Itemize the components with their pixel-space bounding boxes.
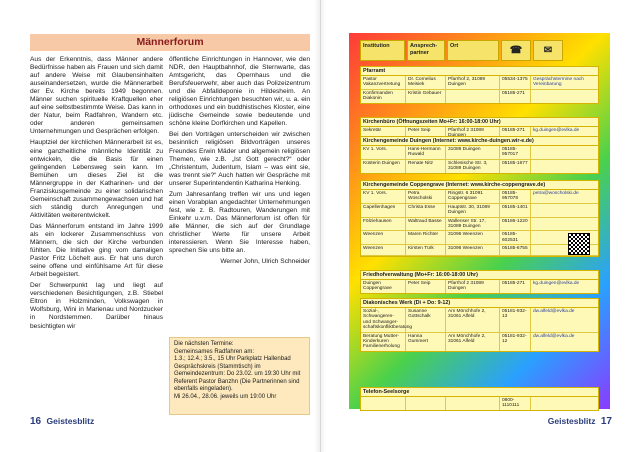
cell-place: 31096 Weenzen: [446, 231, 500, 244]
table-row: [361, 90, 598, 103]
table-row: [361, 146, 598, 160]
directory-section: [360, 387, 599, 411]
cell-email[interactable]: kg.duingen@evlka.de: [533, 128, 580, 133]
cell-institution: Beratung Mutter-Kinderkuren Familienerholung: [361, 333, 406, 351]
cell-institution: Duingen Coppengrave: [361, 280, 406, 293]
table-row: [361, 204, 598, 218]
infobox-text: Die nächsten Termine: Gemeinsames Radfahren am: 1.3.; 12.4.; 3.5., 15 Uhr Parkplatz Hallenbad Gesprächskreis (Stammtisch) im Gemeindezentrum: Do 23.02. um 19:30 Uhr mit Referent Pastor Banzhn (Die Partnerinnen sind ebenfalls eingeladen). Mi 26.04., 28.06. jeweils um 19:00 Uhr: [174, 341, 301, 400]
cell-email[interactable]: dw.alfeld@evlka.de: [533, 333, 575, 339]
cell-contact: Hans-Hermann Ruwald: [406, 146, 446, 159]
dates-infobox: [169, 337, 310, 415]
cell-institution: Weenzen: [361, 231, 406, 244]
cell-place: Am Mönchhofe 2, 31061 Alfeld: [446, 308, 500, 332]
cell-institution: KV 1. Vors.: [361, 190, 406, 203]
article-title: Männerforum: [30, 34, 310, 51]
cell-phone: 05185-957017: [500, 146, 531, 159]
cell-email: [531, 397, 598, 410]
cell-institution: Capellenhagen: [361, 204, 406, 217]
cell-place: Pfarrhof 2, 31089 Duingen: [446, 76, 500, 89]
cell-phone: 05185-1401: [500, 204, 531, 217]
cell-email: [531, 204, 598, 217]
table-row: [361, 76, 598, 90]
directory-section: [360, 66, 599, 104]
cell-place: Hauptstr. 30, 31089 Duingen: [446, 204, 500, 217]
cell-institution: Pastor Vakanzvertretung: [361, 76, 406, 89]
cell-phone: 05181-932-12: [500, 333, 531, 351]
cell-place: Pfarrhof 2 31089: [446, 127, 500, 140]
cell-email[interactable]: petra@woscholski.de: [533, 191, 579, 196]
section-title: Kirchengemeinde Duingen (Internet: www.kirche-duingen.wir-e.de): [361, 137, 598, 146]
cell-contact: Petra Woscholski: [406, 190, 446, 203]
cell-contact: [406, 397, 446, 410]
cell-phone: 05185-271: [500, 127, 531, 140]
table-row: [361, 245, 598, 256]
header-contact-person: Ansprech-partner: [407, 40, 445, 61]
directory-section: [360, 180, 599, 257]
cell-contact: Kristin Gebauer: [406, 90, 446, 103]
paragraph: öffentliche Einrichtungen in Hannover, wie den NDR, den Hauptbahnhof, die Sternwarte, das Amtsgericht, das Opernhaus und die Berufsfeuerwehr, aber auch das Polizeizentrum und die Abfalldeponie in Hildesheim. An religiösen Einrichtungen besuchten wir, u. a. ein orthodoxes und ein buddhistisches Kloster, eine jüdische Gemeinde sowie bedeutende und schöne kleine Dorfkirchen und Kapellen.: [169, 56, 310, 128]
section-title: Kirchenbüro (Öffnungszeiten Mo+Fr: 16:00-18:00 Uhr): [361, 118, 598, 127]
cell-phone: 05186-1220: [500, 218, 531, 231]
table-row: [361, 397, 598, 410]
paragraph: Zum Jahresanfang treffen wir uns und legen einen Vorabplan angedachter Unternehmungen fest, wie z. B. Radtouren, Wanderungen mit Einkehr u.v.m. Das Männerforum ist offen für alle Männer, die sich auf der Grundlage christlicher Werte für unsere Arbeit interessieren. Wenn Sie Interesse haben, sprechen Sie uns bitte an.: [169, 190, 310, 255]
footer-left: [30, 416, 94, 427]
qr-code-icon: [568, 233, 590, 255]
cell-place: Wallenser Str. 17, 31089 Duingen: [446, 218, 500, 231]
cell-institution: Sozial-, Schwangeren- und Schwanger-schaftskonfliktberatung: [363, 309, 413, 331]
cell-contact: Kirsten Türk: [406, 245, 446, 255]
cell-contact: Christa Esse: [406, 204, 446, 217]
cell-institution: Weenzen: [361, 245, 406, 255]
cell-place: [446, 397, 500, 410]
table-row: [361, 190, 598, 204]
cell-email: Gesprächstermine nach Vereinbarung: [533, 77, 584, 88]
directory-section: [360, 298, 599, 352]
cell-contact: Renate Nitz: [406, 160, 446, 173]
cell-phone: 05185-271: [500, 90, 531, 103]
cell-email: [531, 90, 598, 103]
cell-institution: Sekretär: [361, 127, 406, 140]
page-fold: [320, 0, 321, 452]
table-row: [361, 333, 598, 351]
directory-section: [360, 136, 599, 174]
paragraph: Der Schwerpunkt lag und liegt auf verschiedenen Besichtigungen, z.B. Stiebel Eltron in Holzminden, Volkswagen in Wolfsburg, Wini in Marienau und Nordzucker in Nordstemmen. Darüber hinaus besichtigten wir: [30, 282, 163, 330]
table-row: [361, 308, 598, 333]
cell-place: Schlesische Str. 3, 31089 Duingen: [446, 160, 500, 173]
section-title: Friedhofverwaltung (Mo+Fr: 16:00-18:00 Uhr): [361, 271, 598, 280]
cell-contact: Dr. Cornelius Meisiek: [406, 76, 446, 89]
phone-icon: ☎: [501, 40, 531, 61]
page-number-left: 16: [30, 416, 42, 427]
cell-institution: KV 1. Vors.: [361, 146, 406, 159]
cell-contact: Hanna Gummert: [406, 333, 446, 351]
article-column-1: [30, 56, 163, 334]
cell-email: [531, 160, 598, 173]
table-row: [361, 160, 598, 173]
section-title: Telefon-Seelsorge: [361, 388, 598, 397]
cell-contact: Susanne Gottschalk: [406, 308, 446, 332]
cell-email[interactable]: kg.duingen@evlka.de: [533, 281, 580, 286]
cell-phone: 05185-6755: [500, 245, 531, 255]
cell-place: Ringstr. 6 31091 Coppengrave: [446, 190, 500, 203]
paragraph: Das Männerforum entstand im Jahre 1999 als ein lockerer Zusammenschluss von Männern, die sich der Kirche verbunden fühlten. Die Initiative ging vom damaligen Pastor Fritz Löchelt aus. Er hat uns durch seine offene und einfühlsame Art für diese Arbeit begeistert.: [30, 222, 163, 279]
footer-magazine-name-left: Geistesblitz: [46, 416, 95, 426]
cell-institution: Küsterin Duingen: [361, 160, 406, 173]
footer-right: [548, 416, 612, 427]
cell-phone: 05534-1375: [500, 76, 531, 89]
cell-phone: 05185-271: [500, 280, 531, 293]
header-institution: Institution: [360, 40, 405, 61]
cell-phone: 0800-1110111: [500, 397, 531, 410]
cell-phone: 05185-602531: [500, 231, 531, 244]
cell-phone: 05185-1677: [500, 160, 531, 173]
cell-institution: [361, 397, 406, 410]
table-row: [361, 280, 598, 293]
footer-magazine-name-right: Geistesblitz: [547, 416, 596, 426]
cell-contact: Peter Seip: [406, 127, 446, 140]
table-row: [361, 231, 598, 245]
email-icon: ✉: [533, 40, 563, 61]
table-row: [361, 218, 598, 232]
section-title: Diakonisches Werk (Di + Do: 9-12): [361, 299, 598, 308]
cell-place: Am Mönchhofe 2, 31061 Alfeld: [446, 333, 500, 351]
directory-header: [360, 40, 565, 61]
cell-email: [531, 146, 598, 159]
header-place: Ort: [447, 40, 499, 61]
cell-contact: Waltraud Basse: [406, 218, 446, 231]
cell-institution: Fölziehausen: [361, 218, 406, 231]
cell-place: 31096 Weenzen: [446, 245, 500, 255]
paragraph: Aus der Erkenntnis, dass Männer andere Bedürfnisse haben als Frauen und sich damit auf andere Weise mit Glaubensinhalten auseinandersetzen, wurde die Männerarbeit der Ev. Kirche bereits 1949 begonnen. Männer suchen spirituelle Kraftquellen eher auf eine selbstbestimmte Weise. Das kann in der Natur, beim Radfahren, Wandern etc. oder anderen gemeinsamen Unternehmungen und Gesprächen erfolgen.: [30, 56, 163, 136]
cell-place: 31089 Duingen: [446, 146, 500, 159]
cell-phone: 05181-932-13: [500, 308, 531, 332]
cell-place: [446, 90, 500, 103]
cell-contact: Maren Richter: [406, 231, 446, 244]
paragraph: Bei den Vorträgen unterscheiden wir zwischen besinnlich religiösen Bildvorträgen unseres Freundes Erwin Mäder und allgemein religiösen Themen, wie z.B. „Ist Gott gerecht?“ oder „Christentum, Judentum, Islam – was eint sie, was trennt sie?“ Auch hatten wir Gespräche mit unserer Superintendentin Katharina Henking.: [169, 131, 310, 187]
cell-place: Pfarrhof 2 31089 Duingen: [446, 280, 500, 293]
cell-institution: Konfirmanden Diakonin: [361, 90, 406, 103]
directory-section: [360, 270, 599, 294]
cell-email: [531, 218, 598, 231]
section-title: Pfarramt: [361, 67, 598, 76]
paragraph: Hauptziel der kirchlichen Männerarbeit ist es, eine ganzheitliche männliche Identität zu entwickeln, die die Basis für einen gelingenden Lebensweg sein kann. Im Bemühen um dieses Ziel ist die Männergruppe in der Katharinen- und der Franziskusgemeinde zu einer solidarischen Gemeinschaft zusammengewachsen und hat sich ständig durch Anregungen und Aktivitäten weiterentwickelt.: [30, 139, 163, 219]
article-column-2: [169, 56, 310, 269]
cell-phone: 05185-957078: [500, 190, 531, 203]
page-number-right: 17: [600, 416, 612, 427]
section-title: Kirchengemeinde Coppengrave (Internet: www.kirche-coppengrave.de): [361, 181, 598, 190]
article-signature: Werner John, Ulrich Schneider: [220, 258, 310, 266]
cell-contact: Peter Seip: [406, 280, 446, 293]
cell-email[interactable]: dw.alfeld@evlka.de: [533, 309, 575, 314]
